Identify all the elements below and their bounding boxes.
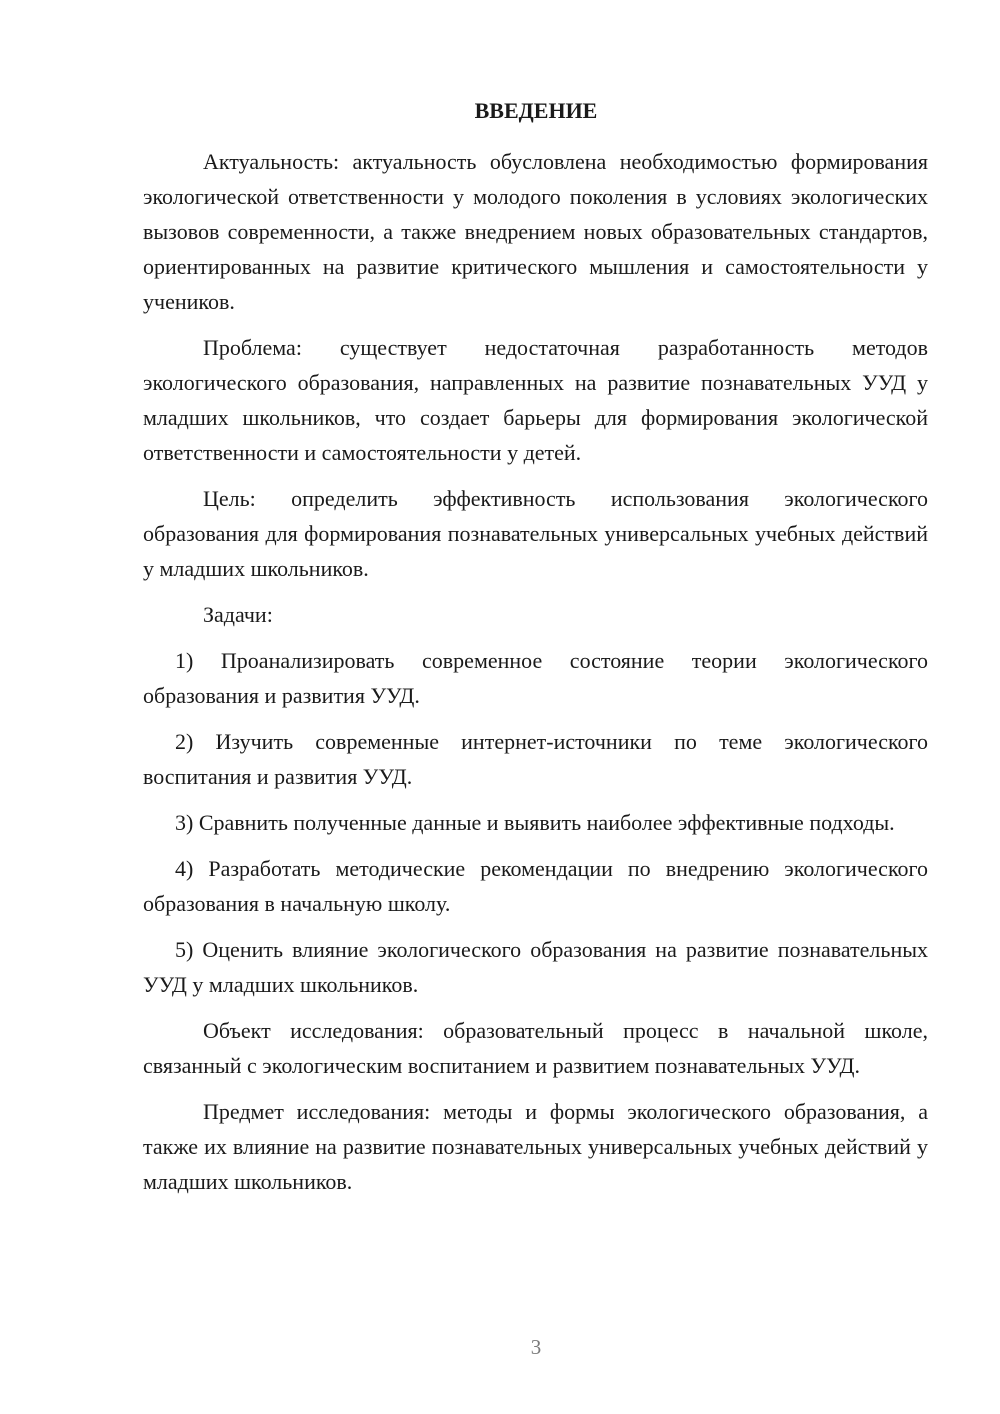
paragraph-relevance: Актуальность: актуальность обусловлена необходимостью формирования экологической ответственности у молодого поколения в условиях экологических вызовов современности, а также внедрением новых образовательных стандартов, ориентированных на развитие критического мышления и самостоятельности у учеников.	[143, 149, 928, 314]
tasks-heading: Задачи:	[203, 602, 273, 627]
paragraph-problem: Проблема: существует недостаточная разработанность методов экологического образования, направленных на развитие познавательных УУД у младших школьников, что создает барьеры для формирования экологической ответственности и самостоятельности у детей.	[143, 335, 928, 465]
paragraph-subject: Предмет исследования: методы и формы экологического образования, а также их влияние на развитие познавательных универсальных учебных действий у младших школьников.	[143, 1099, 928, 1194]
task-item-3: 3) Сравнить полученные данные и выявить наиболее эффективные подходы.	[175, 810, 895, 835]
section-title: ВВЕДЕНИЕ	[474, 98, 598, 123]
paragraph-object: Объект исследования: образовательный процесс в начальной школе, связанный с экологическим воспитанием и развитием познавательных УУД.	[143, 1018, 928, 1078]
page-content	[143, 94, 928, 1199]
paragraph-goal: Цель: определить эффективность использования экологического образования для формирования познавательных универсальных учебных действий у младших школьников.	[143, 486, 928, 581]
task-item-5: 5) Оценить влияние экологического образования на развитие познавательных УУД у младших школьников.	[143, 937, 928, 997]
task-item-1: 1) Проанализировать современное состояние теории экологического образования и развития УУД.	[143, 648, 928, 708]
task-item-4: 4) Разработать методические рекомендации по внедрению экологического образования в начальную школу.	[143, 856, 928, 916]
page-number: 3	[530, 1335, 542, 1359]
task-item-2: 2) Изучить современные интернет-источники по теме экологического воспитания и развития УУД.	[143, 729, 928, 789]
